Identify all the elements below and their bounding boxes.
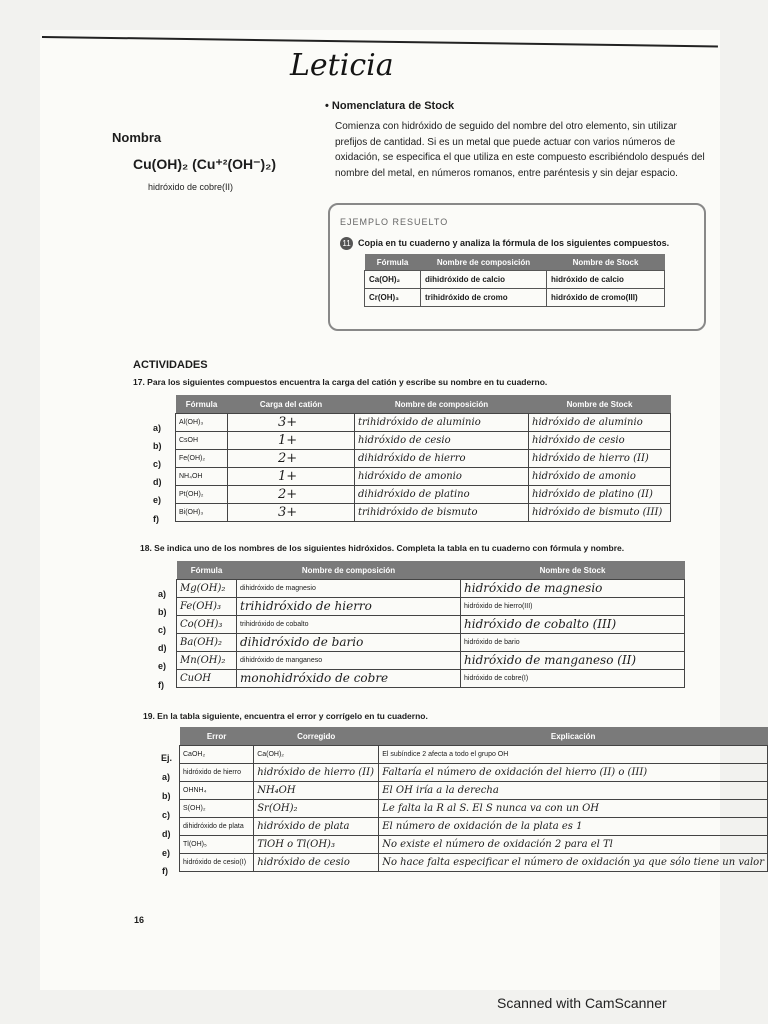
activities-title: ACTIVIDADES (133, 359, 208, 371)
table-row (177, 598, 685, 616)
answer-stock[interactable]: hidróxido de cobalto (III) (461, 616, 685, 634)
example-instruction (340, 237, 669, 250)
table-row (177, 652, 685, 670)
row-label: f) (158, 680, 164, 690)
example-table (364, 254, 665, 307)
error-cell: dihidróxido de plata (180, 818, 254, 836)
given-stock: hidróxido de bario (461, 634, 685, 652)
table-row (177, 616, 685, 634)
question-19-table (179, 727, 768, 872)
table-row (177, 580, 685, 598)
row-label: a) (153, 423, 162, 433)
formula-cell: NH₄OH (176, 468, 228, 486)
answer-charge[interactable]: 3+ (228, 504, 355, 522)
sidebar-heading: Nombra (112, 130, 162, 145)
answer-corrected[interactable]: NH₄OH (254, 782, 379, 800)
scanner-watermark: Scanned with CamScanner (497, 995, 667, 1011)
answer-composition[interactable]: dihidróxido de platino (355, 486, 529, 504)
question-18-prompt: 18. Se indica uno de los nombres de los siguientes hidróxidos. Completa la tabla en tu cuaderno con fórmula y nombre. (140, 543, 625, 553)
answer-charge[interactable]: 1+ (228, 468, 355, 486)
formula-cell: Fe(OH)₂ (176, 450, 228, 468)
row-label: d) (158, 643, 167, 653)
given-composition: dihidróxido de manganeso (237, 652, 461, 670)
table-row (365, 271, 665, 289)
answer-charge[interactable]: 2+ (228, 450, 355, 468)
sidebar-formula-name: hidróxido de cobre(II) (148, 182, 234, 192)
given-composition: trihidróxido de cobalto (237, 616, 461, 634)
table-cell: hidróxido de cromo(III) (547, 289, 665, 307)
answer-stock[interactable]: hidróxido de bismuto (III) (529, 504, 671, 522)
question-19-prompt: 19. En la tabla siguiente, encuentra el error y corrígelo en tu cuaderno. (143, 711, 428, 721)
error-cell: hidróxido de cesio(I) (180, 854, 254, 872)
row-label: c) (162, 810, 171, 820)
answer-explanation[interactable]: El OH iría a la derecha (379, 782, 768, 800)
row-label: e) (153, 495, 162, 505)
table-row (177, 670, 685, 688)
q17-header-formula: Fórmula (176, 395, 228, 414)
error-cell: OHNH₄ (180, 782, 254, 800)
answer-stock[interactable]: hidróxido de platino (II) (529, 486, 671, 504)
q17-header-charge: Carga del catión (228, 395, 355, 414)
answer-corrected[interactable]: TlOH o Tl(OH)₃ (254, 836, 379, 854)
q19-header-error: Error (180, 727, 254, 746)
row-label: c) (158, 625, 167, 635)
table-row (180, 782, 768, 800)
sidebar-formula: Cu(OH)₂ (Cu⁺²(OH⁻)₂) (133, 156, 277, 172)
answer-corrected[interactable]: hidróxido de plata (254, 818, 379, 836)
example-header-composition: Nombre de composición (421, 254, 547, 271)
table-cell: hidróxido de calcio (547, 271, 665, 289)
error-cell: Tl(OH)₅ (180, 836, 254, 854)
error-cell: S(OH)₂ (180, 800, 254, 818)
answer-explanation[interactable]: No existe el número de oxidación 2 para el Tl (379, 836, 768, 854)
table-cell: trihidróxido de cromo (421, 289, 547, 307)
table-row (180, 836, 768, 854)
q18-header-formula: Fórmula (177, 561, 237, 580)
stock-title-text: Nomenclatura de Stock (331, 100, 455, 112)
answer-stock[interactable]: hidróxido de amonio (529, 468, 671, 486)
error-cell: hidróxido de hierro (180, 764, 254, 782)
row-label: d) (153, 477, 162, 487)
answer-formula[interactable]: Mg(OH)₂ (177, 580, 237, 598)
table-row (180, 854, 768, 872)
stock-section-title: • Nomenclatura de Stock (325, 100, 455, 112)
answer-corrected[interactable]: Sr(OH)₂ (254, 800, 379, 818)
student-name: Leticia (290, 48, 394, 83)
answer-formula[interactable]: CuOH (177, 670, 237, 688)
row-label: c) (153, 459, 162, 469)
question-17-prompt: 17. Para los siguientes compuestos encuentra la carga del catión y escribe su nombre en tu cuaderno. (133, 377, 548, 387)
answer-stock[interactable]: hidróxido de hierro (II) (529, 450, 671, 468)
table-row (176, 450, 671, 468)
answer-composition[interactable]: hidróxido de amonio (355, 468, 529, 486)
stock-explanation: Comienza con hidróxido de seguido del nombre del otro elemento, sin utilizar prefijos de cantidad. Si es un metal que puede actuar con varios números de oxidación, se especifica el que utiliza en este compuesto escribiéndolo después del nombre del metal, en números romanos, entre paréntesis y sin dejar espacio. (335, 121, 705, 179)
q17-header-composition: Nombre de composición (355, 395, 529, 414)
table-row (365, 289, 665, 307)
given-stock: hidróxido de hierro(III) (461, 598, 685, 616)
formula-cell: CsOH (176, 432, 228, 450)
answer-charge[interactable]: 3+ (228, 414, 355, 432)
error-cell: CaOH₂ (180, 746, 254, 764)
answer-formula[interactable]: Mn(OH)₂ (177, 652, 237, 670)
given-composition: dihidróxido de magnesio (237, 580, 461, 598)
row-label: e) (158, 661, 167, 671)
example-instruction-text: Copia en tu cuaderno y analiza la fórmula de los siguientes compuestos. (358, 238, 670, 248)
answer-composition[interactable]: trihidróxido de hierro (237, 598, 461, 616)
row-label: f) (162, 866, 168, 876)
example-number-badge: 11 (340, 237, 353, 250)
table-row (176, 486, 671, 504)
table-row (176, 414, 671, 432)
corrected-cell: Ca(OH)₂ (254, 746, 379, 764)
answer-composition[interactable]: trihidróxido de aluminio (355, 414, 529, 432)
question-18-table (176, 561, 685, 688)
table-cell: Ca(OH)₂ (365, 271, 421, 289)
row-label: d) (162, 829, 171, 839)
answer-corrected[interactable]: hidróxido de cesio (254, 854, 379, 872)
answer-charge[interactable]: 2+ (228, 486, 355, 504)
answer-composition[interactable]: dihidróxido de hierro (355, 450, 529, 468)
example-title: EJEMPLO RESUELTO (340, 217, 449, 227)
row-label: b) (153, 441, 162, 451)
row-label: a) (158, 589, 167, 599)
row-label: Ej. (161, 753, 173, 763)
row-label: f) (153, 514, 159, 524)
table-cell: dihidróxido de calcio (421, 271, 547, 289)
q19-header-corrected: Corregido (254, 727, 379, 746)
table-row (176, 504, 671, 522)
table-row (177, 634, 685, 652)
answer-stock[interactable]: hidróxido de magnesio (461, 580, 685, 598)
answer-stock[interactable]: hidróxido de cesio (529, 432, 671, 450)
table-row (176, 468, 671, 486)
q19-header-explanation: Explicación (379, 727, 768, 746)
answer-stock[interactable]: hidróxido de aluminio (529, 414, 671, 432)
answer-composition[interactable]: trihidróxido de bismuto (355, 504, 529, 522)
row-label: e) (162, 848, 171, 858)
page-number: 16 (134, 915, 145, 925)
example-header-formula: Fórmula (365, 254, 421, 271)
answer-explanation[interactable]: Faltaría el número de oxidación del hierro (II) o (III) (379, 764, 768, 782)
q18-header-composition: Nombre de composición (237, 561, 461, 580)
answer-composition[interactable]: dihidróxido de bario (237, 634, 461, 652)
example-header-stock: Nombre de Stock (547, 254, 665, 271)
answer-explanation[interactable]: No hace falta especificar el número de oxidación ya que sólo tiene un valor (379, 854, 768, 872)
answer-explanation[interactable]: El número de oxidación de la plata es 1 (379, 818, 768, 836)
answer-formula[interactable]: Co(OH)₃ (177, 616, 237, 634)
table-row (180, 818, 768, 836)
table-cell: Cr(OH)₃ (365, 289, 421, 307)
formula-cell: Al(OH)₃ (176, 414, 228, 432)
formula-cell: Pt(OH)₂ (176, 486, 228, 504)
row-label: a) (162, 772, 171, 782)
question-17-table (175, 395, 671, 522)
answer-charge[interactable]: 1+ (228, 432, 355, 450)
answer-corrected[interactable]: hidróxido de hierro (II) (254, 764, 379, 782)
row-label: b) (162, 791, 171, 801)
answer-explanation[interactable]: Le falta la R al S. El S nunca va con un OH (379, 800, 768, 818)
formula-cell: Bi(OH)₃ (176, 504, 228, 522)
explanation-cell: El subíndice 2 afecta a todo el grupo OH (379, 746, 768, 764)
q17-header-stock: Nombre de Stock (529, 395, 671, 414)
answer-composition[interactable]: hidróxido de cesio (355, 432, 529, 450)
table-row (180, 764, 768, 782)
table-row (180, 800, 768, 818)
answer-formula[interactable]: Ba(OH)₂ (177, 634, 237, 652)
table-row (176, 432, 671, 450)
answer-stock[interactable]: hidróxido de manganeso (II) (461, 652, 685, 670)
answer-formula[interactable]: Fe(OH)₃ (177, 598, 237, 616)
table-row (180, 746, 768, 764)
row-label: b) (158, 607, 167, 617)
q18-header-stock: Nombre de Stock (461, 561, 685, 580)
given-stock: hidróxido de cobre(I) (461, 670, 685, 688)
answer-composition[interactable]: monohidróxido de cobre (237, 670, 461, 688)
